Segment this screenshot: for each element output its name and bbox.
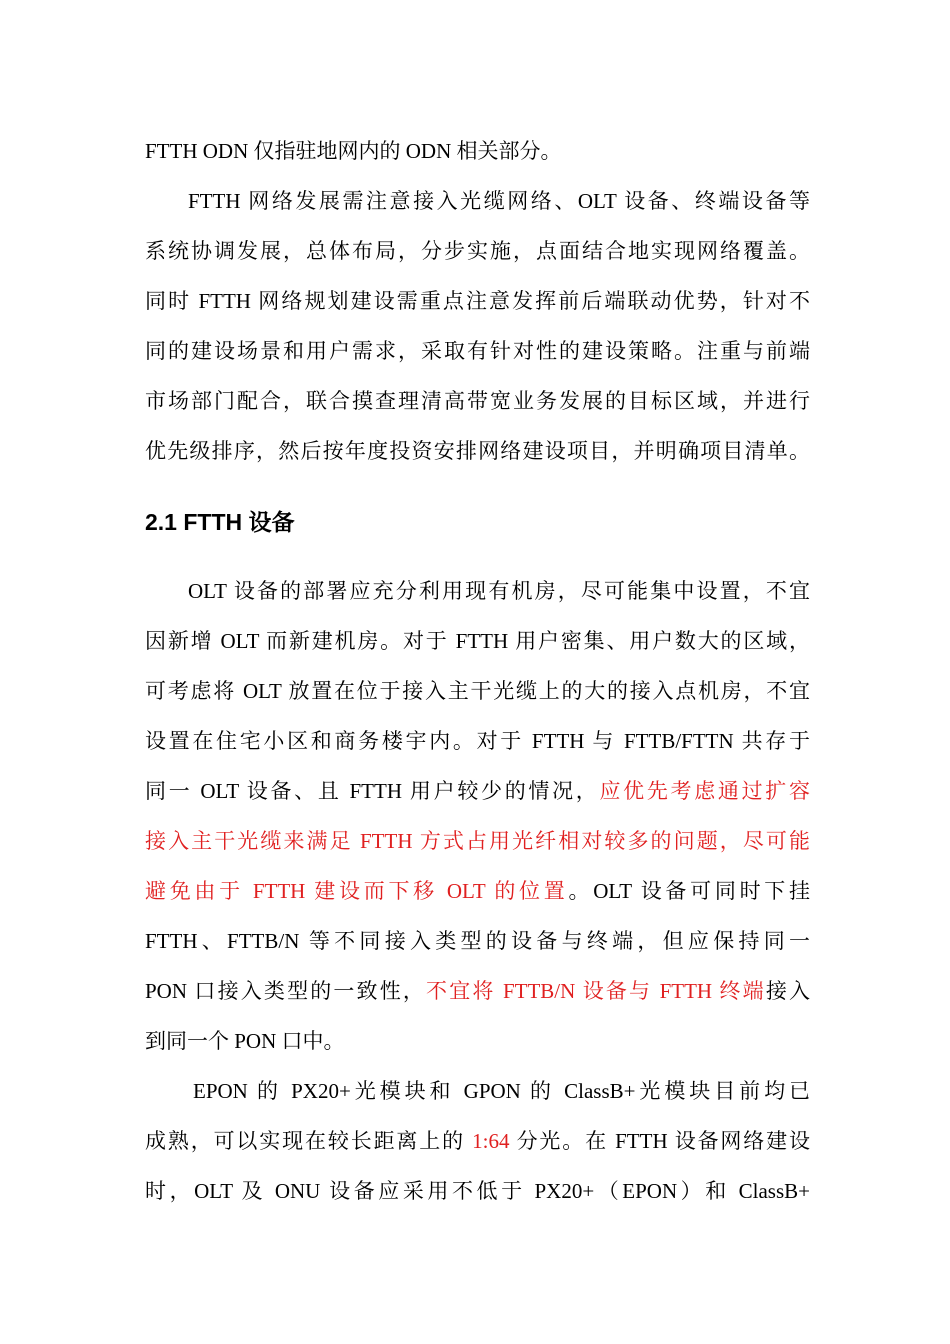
section-heading: 2.1 FTTH 设备	[145, 509, 295, 535]
para2-line-9-text: PON 口接入类型的一致性，	[145, 979, 427, 1003]
para3-line-1: EPON 的 PX20+光模块和 GPON 的 ClassB+光模块目前均已	[193, 1079, 810, 1103]
para1-line-5: 市场部门配合，联合摸查理清高带宽业务发展的目标区域，并进行	[145, 389, 810, 413]
para1-line-4: 同的建设场景和用户需求，采取有针对性的建设策略。注重与前端	[145, 339, 810, 363]
para2-line-7	[145, 876, 810, 906]
para2-line-1: OLT 设备的部署应充分利用现有机房，尽可能集中设置，不宜	[188, 579, 810, 603]
para1-line-3: 同时 FTTH 网络规划建设需重点注意发挥前后端联动优势，针对不	[145, 289, 810, 313]
para2-line-9-tail: 接入	[765, 979, 811, 1003]
para2-line-5-text: 同一 OLT 设备、且 FTTH 用户较少的情况，	[145, 779, 600, 803]
para2-line-8: FTTH、FTTB/N 等不同接入类型的设备与终端，但应保持同一	[145, 929, 810, 953]
para2-line-6-highlight: 接入主干光缆来满足 FTTH 方式占用光纤相对较多的问题，尽可能	[145, 829, 810, 853]
para2-line-7-highlight: 避免由于 FTTH 建设而下移 OLT 的位置	[145, 879, 569, 903]
para2-line-5-highlight: 应优先考虑通过扩容	[599, 779, 811, 803]
para1-line-6: 优先级排序，然后按年度投资安排网络建设项目，并明确项目清单。	[145, 439, 810, 463]
para3-line-2-tail: 分光。在 FTTH 设备网络建设	[509, 1129, 811, 1153]
para2-line-10: 到同一个 PON 口中。	[145, 1029, 345, 1053]
para3-line-3: 时，OLT 及 ONU 设备应采用不低于 PX20+（EPON）和 ClassB+	[145, 1179, 810, 1203]
para3-line-2-text: 成熟，可以实现在较长距离上的	[145, 1129, 473, 1153]
para3-line-2-ratio: 1:64	[472, 1129, 510, 1153]
para3-line-2	[145, 1126, 810, 1156]
para2-line-7-text: 。OLT 设备可同时下挂	[568, 879, 811, 903]
para2-line-2: 因新增 OLT 而新建机房。对于 FTTH 用户密集、用户数大的区域，	[145, 629, 810, 653]
para1-line-1: FTTH 网络发展需注意接入光缆网络、OLT 设备、终端设备等	[188, 189, 810, 213]
para2-line-5	[145, 776, 810, 806]
para2-line-9	[145, 976, 810, 1006]
para2-line-3: 可考虑将 OLT 放置在位于接入主干光缆上的大的接入点机房，不宜	[145, 679, 810, 703]
para2-line-9-highlight: 不宜将 FTTB/N 设备与 FTTH 终端	[426, 979, 766, 1003]
para2-line-4: 设置在住宅小区和商务楼宇内。对于 FTTH 与 FTTB/FTTN 共存于	[145, 729, 810, 753]
para1-line-2: 系统协调发展，总体布局，分步实施，点面结合地实现网络覆盖。	[145, 239, 810, 263]
intro-line-1: FTTH ODN 仅指驻地网内的 ODN 相关部分。	[145, 139, 562, 163]
